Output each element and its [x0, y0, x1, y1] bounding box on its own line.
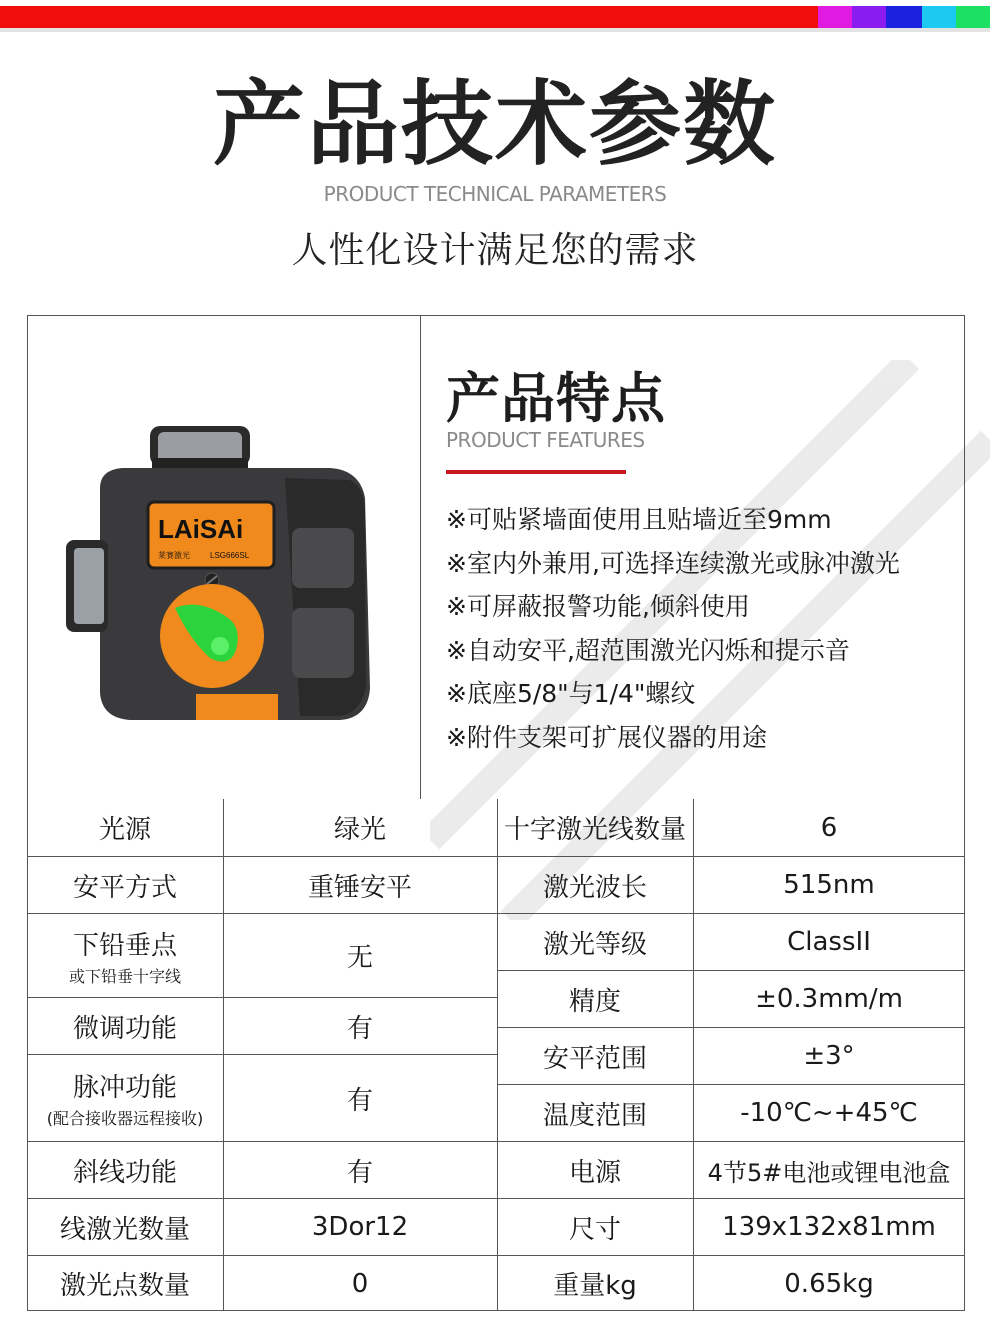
top-bar-blue — [886, 6, 922, 28]
spec-label: 斜线功能 — [27, 1141, 223, 1198]
spec-label: 线激光数量 — [27, 1198, 223, 1255]
model-text: LSG666SL — [210, 551, 250, 560]
spec-note: 或下铅垂十字线 — [68, 966, 181, 986]
page-subtitle-en: PRODUCT TECHNICAL PARAMETERS — [323, 182, 667, 206]
top-bar-shadow — [0, 28, 990, 32]
spec-value: 4节5#电池或锂电池盒 — [693, 1141, 965, 1198]
spec-value: 3Dor12 — [223, 1198, 497, 1255]
top-bar-cyan — [922, 6, 956, 28]
top-bar-green — [956, 6, 990, 28]
spec-label: 脉冲功能 (配合接收器远程接收) — [27, 1054, 223, 1141]
spec-label: 激光等级 — [497, 913, 693, 970]
feature-item: ※底座5/8"与1/4"螺纹 — [446, 679, 696, 708]
feature-item: ※可贴紧墙面使用且贴墙近至9mm — [446, 505, 832, 534]
spec-table — [27, 799, 965, 1311]
table-divider — [693, 799, 694, 1311]
spec-label: 十字激光线数量 — [503, 815, 686, 845]
spec-label: 激光点数量 — [27, 1255, 223, 1311]
feature-item: ※可屏蔽报警功能,倾斜使用 — [446, 592, 750, 621]
features-title-en: PRODUCT FEATURES — [446, 428, 645, 452]
spec-value: 重锤安平 — [223, 856, 497, 913]
spec-label: 尺寸 — [497, 1198, 693, 1255]
page-subtitle-cn: 人性化设计满足您的需求 — [291, 230, 699, 271]
spec-label: 微调功能 — [27, 997, 223, 1054]
spec-label: 下铅垂点 或下铅垂十字线 — [27, 913, 223, 997]
top-bar-purple — [852, 6, 886, 28]
spec-value: ±3° — [693, 1027, 965, 1084]
spec-value: 0.65kg — [693, 1255, 965, 1311]
feature-item: ※自动安平,超范围激光闪烁和提示音 — [446, 635, 850, 665]
spec-label: 温度范围 — [497, 1084, 693, 1141]
spec-value: 515nm — [693, 856, 965, 913]
spec-label: 重量kg — [497, 1255, 693, 1311]
spec-label: 电源 — [497, 1141, 693, 1198]
table-divider — [497, 799, 498, 1311]
spec-value: -10℃~+45℃ — [693, 1084, 965, 1141]
spec-label: 安平方式 — [27, 856, 223, 913]
spec-value: 无 — [223, 913, 497, 997]
spec-label: 安平范围 — [497, 1027, 693, 1084]
top-color-bar — [0, 6, 990, 28]
page-title: 产品技术参数 — [212, 71, 777, 178]
spec-value: 绿光 — [333, 815, 386, 845]
features-accent-line — [446, 470, 626, 474]
laser-level-image — [60, 418, 380, 728]
top-bar-magenta — [818, 6, 852, 28]
spec-value: 有 — [223, 1141, 497, 1198]
feature-item: ※附件支架可扩展仪器的用途 — [446, 722, 767, 752]
spec-label: 光源 — [98, 815, 151, 845]
spec-value: 6 — [820, 812, 838, 843]
spec-value: 0 — [223, 1255, 497, 1311]
feature-item: ※室内外兼用,可选择连续激光或脉冲激光 — [446, 548, 900, 578]
spec-label: 激光波长 — [497, 856, 693, 913]
brand-cn-text: 莱赛激光 — [158, 551, 190, 560]
spec-note: (配合接收器远程接收) — [46, 1109, 204, 1128]
table-divider — [223, 799, 224, 1311]
top-bar-red — [0, 6, 818, 28]
spec-value: 139x132x81mm — [693, 1198, 965, 1255]
spec-value: ClassII — [693, 913, 965, 970]
brand-logo-text: LAiSAi — [158, 514, 244, 544]
features-title: 产品特点 — [446, 367, 666, 430]
feature-divider — [420, 315, 421, 799]
feature-list — [446, 498, 900, 759]
spec-value: ±0.3mm/m — [693, 970, 965, 1027]
spec-value: 有 — [223, 997, 497, 1054]
spec-label: 精度 — [497, 970, 693, 1027]
spec-value: 有 — [223, 1054, 497, 1141]
